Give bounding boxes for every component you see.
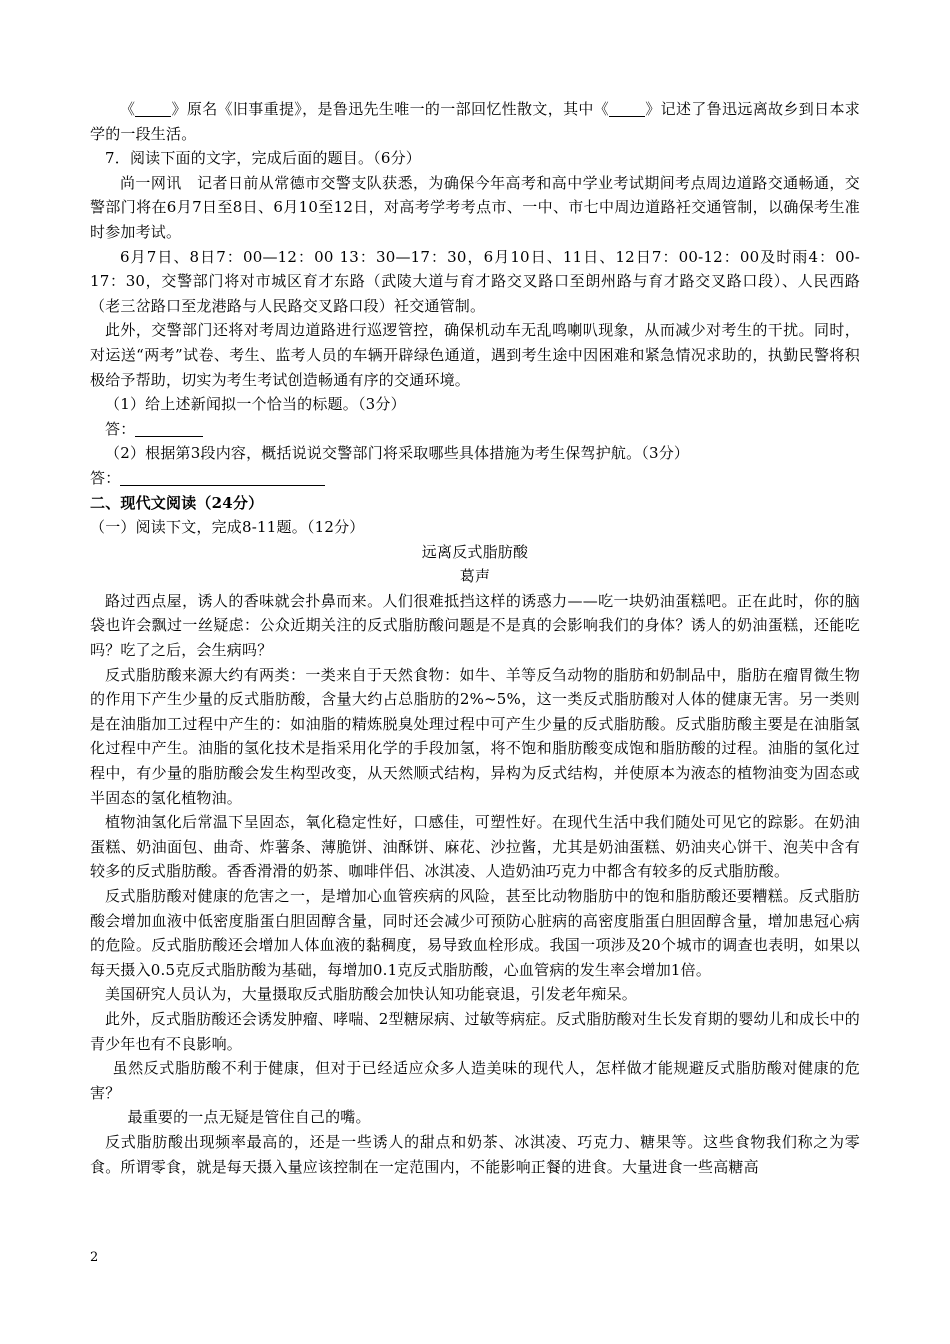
answer-blank-1[interactable]	[135, 420, 203, 437]
intro-text-b: 》原名《旧事重提》，是鲁迅先生唯一的一部回忆性散文，其中《	[171, 100, 610, 118]
question-7-heading: 7．阅读下面的文字，完成后面的题目。（6分）	[105, 149, 421, 168]
document-page	[90, 97, 860, 1179]
answer-blank-2[interactable]	[120, 469, 325, 486]
article-paragraph-9: 反式脂肪酸出现频率最高的，还是一些诱人的甜点和奶茶、冰淇凌、巧克力、糖果等。这些食物我们称之为零食。所谓零食，就是每天摄入量应该控制在一定范围内，不能影响正餐的进食。大量进食一些高糖高	[90, 1132, 860, 1176]
article-paragraph-4: 反式脂肪酸对健康的危害之一，是增加心血管疾病的风险，甚至比动物脂肪中的饱和脂肪酸还要糟糕。反式脂肪酸会增加血液中低密度脂蛋白胆固醇含量，同时还会减少可预防心脏病的高密度脂蛋白胆固醇含量，增加患冠心病的危险。反式脂肪酸还会增加人体血液的黏稠度，易导致血栓形成。我国一项涉及20个城市的调查也表明，如果以每天摄入0.5克反式脂肪酸为基础，每增加0.1克反式脂肪酸，心血管病的发生率会增加1倍。	[90, 887, 860, 979]
part-1-heading: （一）阅读下文，完成8-11题。（12分）	[90, 518, 365, 537]
article-paragraph-3: 植物油氢化后常温下呈固态，氧化稳定性好，口感佳，可塑性好。在现代生活中我们随处可见它的踪影。在奶油蛋糕、奶油面包、曲奇、炸薯条、薄脆饼、油酥饼、麻花、沙拉酱，尤其是奶油蛋糕、奶油夹心饼干、泡芙中含有较多的反式脂肪酸。香香滑滑的奶茶、咖啡伴侣、冰淇凌、人造奶油巧克力中都含有较多的反式脂肪酸。	[90, 813, 860, 881]
article-paragraph-5: 美国研究人员认为，大量摄取反式脂肪酸会加快认知功能衰退，引发老年痴呆。	[105, 985, 638, 1004]
article-title: 远离反式脂肪酸	[421, 542, 529, 561]
intro-text-c: 》记述了鲁迅远离故乡到日本求学的一段生活。	[90, 100, 861, 143]
fill-blank-2[interactable]	[609, 100, 645, 117]
intro-text-a: 《	[120, 100, 136, 118]
article-paragraph-8: 最重要的一点无疑是管住自己的嘴。	[127, 1108, 371, 1127]
subquestion-2: （2）根据第3段内容，概括说说交警部门将采取哪些具体措施为考生保驾护航。（3分）	[105, 444, 690, 463]
intro-line	[90, 97, 860, 146]
news-paragraph-2: 6月7日、8日7：00—12：00 13：30—17：30，6月10日、11日、12日7：00-12：00及时雨4：00-17：30，交警部门将对市城区育才东路（武陵大道与育才路交叉路口至朗州路与育才路交叉路口段）、人民西路（老三岔路口至龙港路与人民路交叉路口段）衽交通管制。	[90, 247, 860, 315]
subquestion-1: （1）给上述新闻拟一个恰当的标题。（3分）	[105, 395, 406, 414]
article-author: 葛声	[459, 567, 491, 586]
article-paragraph-1: 路过西点屋，诱人的香味就会扑鼻而来。人们很难抵挡这样的诱惑力——吃一块奶油蛋糕吧。正在此时，你的脑袋也许会飘过一丝疑虑：公众近期关注的反式脂肪酸问题是不是真的会影响我们的身体？诱人的奶油蛋糕，还能吃吗？吃了之后，会生病吗？	[90, 591, 860, 660]
answer-line-1	[90, 417, 860, 442]
article-paragraph-7: 虽然反式脂肪酸不利于健康，但对于已经适应众多人造美味的现代人，怎样做才能规避反式脂肪酸对健康的危害？	[90, 1059, 860, 1102]
answer-label-1: 答：	[105, 419, 136, 438]
answer-line-2	[90, 466, 860, 491]
article-paragraph-2: 反式脂肪酸来源大约有两类：一类来自于天然食物：如牛、羊等反刍动物的脂肪和奶制品中，脂肪在瘤胃微生物的作用下产生少量的反式脂肪酸，含量大约占总脂肪的2%~5%，这一类反式脂肪酸对人体的健康无害。另一类则是在油脂加工过程中产生的：如油脂的精炼脱臭处理过程中可产生少量的反式脂肪酸。反式脂肪酸主要是在油脂氢化过程中产生。油脂的氢化技术是指采用化学的手段加氢，将不饱和脂肪酸变成饱和脂肪酸的过程。油脂的氢化过程中，有少量的脂肪酸会发生构型改变，从天然顺式结构，异构为反式结构，并使原本为液态的植物油变为固态或半固态的氢化植物油。	[90, 665, 860, 807]
page-number: 2	[90, 1250, 99, 1265]
answer-label-2: 答：	[90, 468, 121, 487]
article-paragraph-6: 此外，反式脂肪酸还会诱发肿瘤、哮喘、2型糖尿病、过敏等病症。反式脂肪酸对生长发育期的婴幼儿和成长中的青少年也有不良影响。	[90, 1009, 860, 1053]
section-2-heading: 二、现代文阅读（24分）	[90, 493, 264, 512]
news-paragraph-3: 此外，交警部门还将对考周边道路进行巡逻管控，确保机动车无乱鸣喇叭现象，从而减少对考生的干扰。同时，对运送“两考”试卷、考生、监考人员的车辆开辟绿色通道，遇到考生途中因困难和紧急情况求助的，执勤民警将积极给予帮助，切实为考生考试创造畅通有序的交通环境。	[90, 321, 860, 389]
fill-blank-1[interactable]	[135, 100, 171, 117]
news-paragraph-1: 尚一网讯 记者日前从常德市交警支队获悉，为确保今年高考和高中学业考试期间考点周边道路交通畅通，交警部门将在6月7日至8日、6月10至12日，对高考学考考点市、一中、市七中周边道路衽交通管制，以确保考生准时参加考试。	[90, 173, 860, 241]
